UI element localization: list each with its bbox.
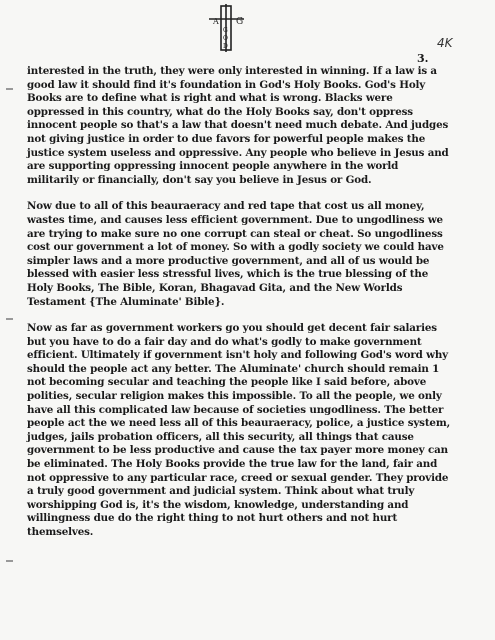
margin-mark	[6, 318, 13, 320]
page-number: 3.	[417, 52, 429, 65]
paragraph-1: interested in the truth, they were only interested in winning. If a law is a good law it should find it's foundation in God's Holy Books. God's Holy Books are to define what is right and what is wrong. Blacks were oppressed in this country, what do the Holy Books say, don't oppress innocent people so that's a law that doesn't need much debate. And judges not giving justice in order to due favors for powerful people makes the justice system useless and oppressive. Any people who believe in Jesus and are supporting oppressing innocent people anywhere in the world militarily or financially, don't say you believe in Jesus or God.	[27, 65, 449, 186]
svg-text:G: G	[223, 27, 228, 34]
margin-mark	[6, 560, 13, 562]
svg-text:A: A	[213, 17, 219, 26]
paragraph-3: Now as far as government workers go you should get decent fair salaries but you have to do a fair day and do what's godly to make government efficient. Ultimately if government isn't holy and following God's word why should the people act any better. The Aluminate' church should remain 1 not becoming secular and teaching the people like I said before, above polities, secular religion makes this impossible. To all the people, we only have all this complicated law because of societies ungodliness. The better people act the we need less all of this beauraeracy, police, a justice system, judges, jails probation officers, all this security, all things that cause government to be less productive and cause the tax payer more money can be eliminated. The Holy Books provide the true law for the land, fair and not oppressive to any particular race, creed or sexual gender. They provide a truly good government and judicial system. Think about what truly worshipping God is, it's the wisdom, knowledge, understanding and willingness due do the right thing to not hurt others and not hurt themselves.	[27, 322, 451, 538]
svg-text:O: O	[223, 35, 228, 42]
svg-text:G: G	[236, 17, 244, 27]
paragraph-2: Now due to all of this beauraeracy and red tape that cost us all money, wastes time, and causes less efficient government. Due to ungodliness we are trying to make sure no one corrupt can steal or cheat. So ungodliness cost our government a lot of money. So with a godly society we could have simpler laws and a more productive government, and all of us would be blessed with easier less stressful lives, which is the true blessing of the Holy Books, The Bible, Koran, Bhagavad Gita, and the New Worlds Testament {The Aluminate' Bible}.	[27, 200, 444, 308]
body-text	[27, 65, 452, 553]
svg-text:D: D	[223, 43, 228, 50]
handwritten-page-note: 4K	[437, 36, 453, 50]
margin-mark	[6, 88, 13, 90]
cross-logo-icon	[204, 2, 248, 54]
